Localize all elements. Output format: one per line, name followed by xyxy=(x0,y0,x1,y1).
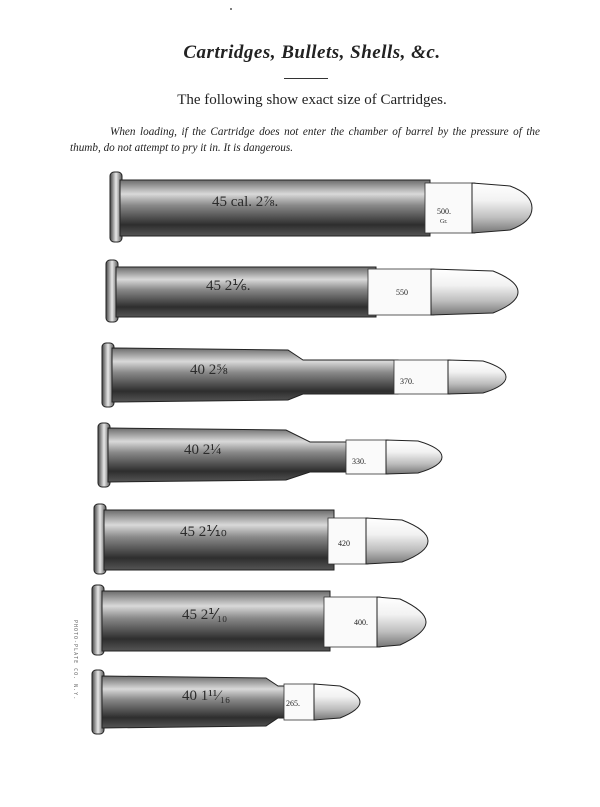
grain-label-6: 400. xyxy=(354,618,368,627)
caliber-label-1: 45 cal. 2⅞. xyxy=(212,194,279,210)
loading-warning: When loading, if the Cartridge does not enter the chamber of barrel by the pressure of the thumb, do not attempt to pry it in. It is dangerous. xyxy=(70,126,540,154)
caliber-label-7: 40 1¹¹⁄₁₆ xyxy=(182,688,231,704)
title-rule xyxy=(284,78,328,79)
page-subtitle: The following show exact size of Cartridges. xyxy=(177,92,447,108)
caliber-label-5: 45 2⅒ xyxy=(180,524,227,540)
cartridge-illustration-1 xyxy=(100,170,540,250)
cartridge-illustration-3 xyxy=(98,340,518,412)
grain-unit-label: Gr. xyxy=(440,219,448,225)
grain-label-7: 265. xyxy=(286,699,300,708)
printer-imprint: PHOTO-PLATE CO. N.Y. xyxy=(72,620,78,701)
grain-label-4: 330. xyxy=(352,457,366,466)
grain-label-3: 370. xyxy=(400,377,414,386)
cartridge-illustration-7 xyxy=(90,668,370,738)
cartridge-illustration-6 xyxy=(90,583,440,659)
cartridge-illustration-4 xyxy=(96,420,456,492)
cartridge-illustration-5 xyxy=(92,502,442,578)
caliber-label-3: 40 2⅝ xyxy=(190,362,228,378)
caliber-label-6: 45 2⅟₁₀ xyxy=(182,607,228,623)
grain-label-5: 420 xyxy=(338,539,350,548)
speck xyxy=(230,8,232,10)
grain-label-1: 500. xyxy=(437,207,451,216)
grain-label-2: 550 xyxy=(396,288,408,297)
caliber-label-2: 45 2⅙. xyxy=(206,278,251,294)
cartridge-illustration-2 xyxy=(98,257,538,327)
caliber-label-4: 40 2¼ xyxy=(184,442,222,458)
page-title: Cartridges, Bullets, Shells, &c. xyxy=(183,42,441,63)
